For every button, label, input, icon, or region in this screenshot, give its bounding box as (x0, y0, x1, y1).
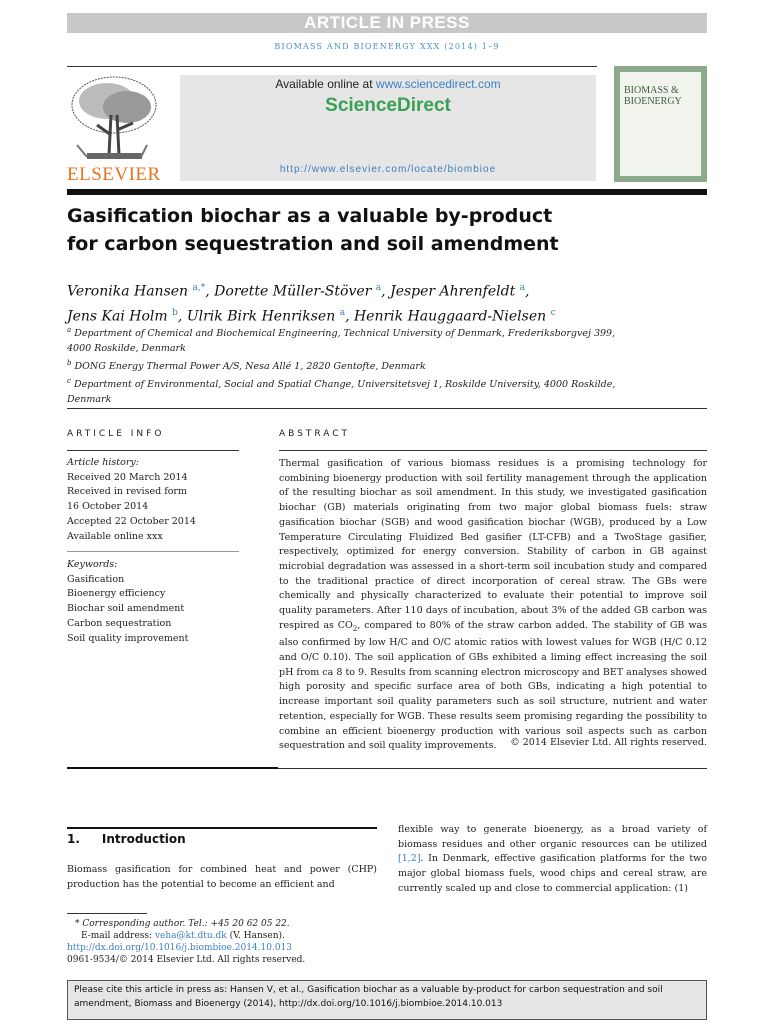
keyword-item: Biochar soil amendment (67, 603, 185, 615)
journal-cover-title (624, 85, 704, 107)
introduction-rule (67, 827, 377, 829)
author-name[interactable]: Ulrik Birk Henriksen (186, 308, 336, 325)
front-matter-divider (278, 768, 707, 769)
article-title (67, 202, 707, 258)
keywords-divider (67, 551, 239, 552)
publisher-wordmark: ELSEVIER (67, 164, 161, 185)
available-online-label: Available online at (275, 77, 376, 91)
affiliation-text: Department of Chemical and Biochemical Engineering, Technical University of Denmark, Frederiksborgvej 399, 4000 Roskilde, Denmark (67, 328, 616, 355)
affiliation-item (67, 374, 627, 407)
author-list (67, 278, 707, 327)
author-affiliation-mark[interactable]: a (339, 307, 346, 318)
cover-title-line-1: BIOMASS & (624, 85, 679, 96)
co2-subscript: 2 (352, 624, 358, 633)
author-name[interactable]: Jens Kai Holm (67, 308, 168, 325)
author-name[interactable]: Henrik Hauggaard-Nielsen (353, 308, 547, 325)
history-item: Received 20 March 2014 (67, 471, 188, 483)
introduction-left-column: Biomass gasification for combined heat and power (CHP) production has the potential to become an efficient and (67, 864, 377, 890)
author-name[interactable]: Dorette Müller-Stöver (214, 283, 372, 300)
title-line-1: Gasification biochar as a valuable by-product (67, 205, 553, 227)
email-line (67, 930, 387, 942)
abstract-copyright: © 2014 Elsevier Ltd. All rights reserved. (510, 737, 707, 748)
available-online-line (180, 77, 596, 91)
journal-citation-line: BIOMASS AND BIOENERGY XXX (2014) 1–9 (274, 42, 500, 51)
abstract-text-part: Thermal gasification of various biomass residues is a promising technology for combining bioenergy production with soil fertility management through the application of the resulting biochar as soil amendment. In this study, we investigated gasification biochar (GB) materials originating from two major global biomass fuels: straw gasification biochar (SGB) and wood gasification biochar (WGB), produced by a Low Temperature Circulating Fluidized Bed gasifier (LT-CFB) and a TwoStage gasifier, respectively, optimized for energy conversion. Stability of carbon in GB against microbial degradation was assessed in a short-term soil incubation study and compared to the traditional practice of direct incorporation of cereal straw. The GBs were chemically and physically characterized to evaluate their potential to improve soil quality parameters. After 110 days of incubation, about 3% of the added GB carbon was respired as CO (279, 458, 707, 631)
title-divider (67, 189, 707, 195)
doi-link[interactable]: http://dx.doi.org/10.1016/j.biombioe.2014.10.013 (67, 943, 293, 953)
history-item: Received in revised form (67, 486, 187, 498)
introduction-heading (67, 832, 377, 846)
intro-text-part: . In Denmark, effective gasification platforms for the two major global biomass fuels, wood chips and cereal straw, are currently scaled up and close to commercial application: (1) (398, 853, 707, 894)
affiliation-mark: b (67, 359, 72, 368)
email-label: E-mail address: (81, 931, 155, 941)
sciencedirect-link[interactable]: www.sciencedirect.com (375, 77, 501, 91)
keyword-item: Soil quality improvement (67, 632, 189, 644)
article-history-label: Article history: (67, 457, 139, 468)
email-link[interactable]: veha@kt.dtu.dk (154, 931, 227, 941)
author-affiliation-mark[interactable]: a (519, 283, 526, 293)
article-info-heading: ARTICLE INFO (67, 429, 165, 439)
abstract-text-part: , compared to 80% of the straw carbon added. The stability of GB was also confirmed by low H/C and O/C atomic ratios with lowest values for WGB (H/C 0.12 and O/C 0.10). The soil application of GBs exhibited a liming effect increasing the soil pH from ca 8 to 9. Results from scanning electron microscopy and BET analyses showed high porosity and specific surface area of both GBs, indicating a high potential to increase important soil quality parameters such as soil structure, nutrient and water retention, especially for WGB. These results seem promising regarding the possibility to combine an efficient bioenergy production with various soil aspects such as carbon sequestration and soil quality improvements. (279, 619, 707, 752)
sciencedirect-logo: ScienceDirect (325, 95, 451, 116)
issn-line: 0961-9534/© 2014 Elsevier Ltd. All rights reserved. (67, 955, 306, 965)
affiliation-mark: a (67, 326, 72, 334)
abstract-divider (279, 450, 707, 451)
front-matter-divider-thick (67, 767, 278, 769)
citation-notice: Please cite this article in press as: Hansen V, et al., Gasification biochar as a valuable by-product for carbon sequestration and soil amendment, Biomass and Bioenergy (2014), http://dx.doi.org/10.1016/j.biombioe.2014.10.013 (67, 980, 707, 1020)
author-separator: , (345, 308, 354, 325)
keywords-label: Keywords: (67, 559, 118, 570)
author-name[interactable]: Veronika Hansen (67, 283, 189, 300)
affiliation-item (67, 356, 627, 374)
history-item: Available online xxx (67, 530, 163, 542)
history-item: Accepted 22 October 2014 (67, 515, 196, 527)
keyword-item: Carbon sequestration (67, 617, 172, 629)
title-line-2: for carbon sequestration and soil amendment (67, 233, 559, 255)
abstract-heading: ABSTRACT (279, 429, 351, 439)
affiliation-item (67, 323, 627, 356)
introduction-right-column (398, 823, 707, 897)
reference-link[interactable]: [1,2] (398, 853, 421, 865)
affiliation-text: Department of Environmental, Social and Spatial Change, Universitetsvej 1, Roskilde University, 4000 Roskilde, Denmark (67, 379, 616, 406)
corresponding-author: * Corresponding author. Tel.: +45 20 62 05 22. (75, 919, 290, 929)
author-name[interactable]: Jesper Ahrenfeldt (390, 283, 516, 300)
affiliation-mark: c (67, 377, 71, 386)
author-separator: , (177, 308, 187, 325)
article-in-press-banner: ARTICLE IN PRESS (67, 13, 707, 33)
intro-text-part: flexible way to generate bioenergy, as a broad variety of biomass residues and other organic resources can be utilized (398, 824, 707, 850)
cover-title-line-2: BIOENERGY (624, 96, 682, 107)
affiliation-text: DONG Energy Thermal Power A/S, Nesa Allé 1, 2820 Gentofte, Denmark (74, 361, 426, 373)
keywords (67, 558, 239, 646)
section-title: Introduction (101, 832, 186, 846)
footnote-rule (67, 913, 147, 914)
section-number: 1. (67, 832, 80, 846)
abstract-text (279, 457, 707, 754)
author-affiliation-mark[interactable]: c (550, 307, 556, 318)
header-divider (67, 66, 597, 67)
author-affiliation-mark[interactable]: a,* (192, 283, 206, 293)
article-history (67, 456, 239, 544)
email-suffix: (V. Hansen). (226, 931, 285, 941)
history-item: 16 October 2014 (67, 501, 149, 513)
tree-icon (67, 75, 162, 163)
keyword-item: Gasification (67, 573, 125, 585)
author-separator: , (381, 283, 391, 300)
author-line-1 (67, 278, 707, 303)
author-separator: , (525, 283, 530, 300)
footnote (67, 918, 387, 966)
author-separator: , (205, 283, 215, 300)
author-affiliation-mark[interactable]: a (375, 283, 382, 293)
author-affiliation-mark[interactable]: b (172, 307, 178, 318)
journal-homepage-link[interactable]: http://www.elsevier.com/locate/biombioe (279, 164, 497, 175)
keyword-item: Bioenergy efficiency (67, 588, 166, 600)
affiliations (67, 323, 627, 407)
article-info-divider (67, 450, 239, 451)
affiliations-divider (67, 408, 707, 409)
